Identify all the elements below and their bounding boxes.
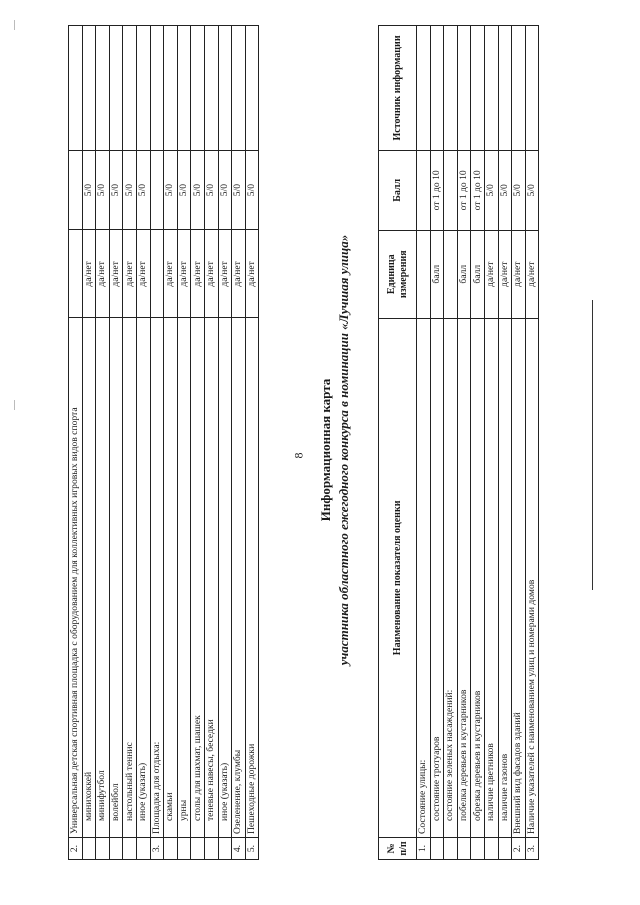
row-score: 5/0 <box>177 150 191 230</box>
row-number <box>109 838 123 860</box>
row-unit: да/нет <box>484 230 498 318</box>
row-name: столы для шахмат, шашек <box>191 318 205 838</box>
row-source <box>471 26 485 151</box>
row-score: 5/0 <box>123 150 137 230</box>
row-unit: балл <box>457 230 471 318</box>
table-row <box>444 26 458 860</box>
table-row <box>150 26 164 860</box>
header-num: № п/п <box>379 838 417 860</box>
top-table-body <box>69 26 259 860</box>
table-row <box>191 26 205 860</box>
bottom-table <box>378 25 539 860</box>
table-row <box>123 26 137 860</box>
row-name: Озеленение, клумбы <box>232 318 246 838</box>
doc-title: Информационная карта <box>318 378 333 522</box>
row-number <box>218 838 232 860</box>
row-unit: да/нет <box>204 230 218 318</box>
row-unit: да/нет <box>525 230 539 318</box>
row-source <box>232 26 246 151</box>
row-unit: да/нет <box>232 230 246 318</box>
row-source <box>82 26 96 151</box>
row-name: Наличие указателей с наименованием улиц и номерами домов <box>525 318 539 837</box>
row-source <box>512 26 526 151</box>
row-unit <box>150 230 164 318</box>
row-source <box>164 26 178 151</box>
row-score <box>417 150 431 230</box>
row-source <box>525 26 539 151</box>
rotated-page-content <box>0 20 620 880</box>
row-score: 5/0 <box>218 150 232 230</box>
row-number <box>204 838 218 860</box>
row-name: Пешеходные дорожки <box>245 318 259 838</box>
row-name: теневые навесы, беседки <box>204 318 218 838</box>
row-score: 5/0 <box>136 150 150 230</box>
row-score: 5/0 <box>484 150 498 230</box>
table-row <box>109 26 123 860</box>
row-source <box>123 26 137 151</box>
table-row <box>430 26 444 860</box>
table-row <box>204 26 218 860</box>
table-row <box>96 26 110 860</box>
row-unit <box>69 230 83 318</box>
table-row <box>177 26 191 860</box>
row-score: от 1 до 10 <box>471 150 485 230</box>
table-row <box>512 26 526 860</box>
row-unit <box>444 230 458 318</box>
row-number <box>498 838 512 860</box>
row-number <box>82 838 96 860</box>
row-number: 2. <box>512 838 526 860</box>
row-source <box>484 26 498 151</box>
row-number <box>471 838 485 860</box>
row-unit: да/нет <box>164 230 178 318</box>
table-row <box>525 26 539 860</box>
row-name: наличие цветников <box>484 318 498 837</box>
row-unit: да/нет <box>177 230 191 318</box>
row-source <box>498 26 512 151</box>
table-row <box>136 26 150 860</box>
table-row <box>218 26 232 860</box>
row-name: урны <box>177 318 191 838</box>
row-unit <box>417 230 431 318</box>
scan-mark <box>14 400 15 410</box>
row-source <box>457 26 471 151</box>
row-source <box>430 26 444 151</box>
scan-mark <box>14 20 15 30</box>
row-source <box>245 26 259 151</box>
table-row <box>484 26 498 860</box>
row-number <box>484 838 498 860</box>
row-number <box>191 838 205 860</box>
row-unit: да/нет <box>136 230 150 318</box>
row-score: 5/0 <box>96 150 110 230</box>
row-name: иное (указать) <box>218 318 232 838</box>
header-row <box>379 26 417 860</box>
row-unit: да/нет <box>109 230 123 318</box>
row-number <box>444 838 458 860</box>
row-source <box>109 26 123 151</box>
row-source <box>444 26 458 151</box>
table-row <box>82 26 96 860</box>
row-name: наличие газонов <box>498 318 512 837</box>
row-name: Универсальная детская спортивная площадка с оборудованием для коллективных игровых видов спорта <box>69 318 83 838</box>
header-score: Балл <box>379 150 417 230</box>
row-name: состояние зеленых насаждений: <box>444 318 458 837</box>
row-name: Внешний вид фасадов зданий <box>512 318 526 837</box>
table-row <box>457 26 471 860</box>
header-source: Источник информации <box>379 26 417 151</box>
row-source <box>150 26 164 151</box>
row-name: иное (указать) <box>136 318 150 838</box>
row-unit: да/нет <box>218 230 232 318</box>
row-name: обрезка деревьев и кустарников <box>471 318 485 837</box>
row-score <box>444 150 458 230</box>
row-number <box>430 838 444 860</box>
row-number <box>164 838 178 860</box>
row-unit: да/нет <box>512 230 526 318</box>
row-source <box>204 26 218 151</box>
row-score: 5/0 <box>525 150 539 230</box>
row-name: минифутбол <box>96 318 110 838</box>
separator-rule <box>592 300 593 590</box>
table-row <box>471 26 485 860</box>
header-name: Наименование показателя оценки <box>379 318 417 837</box>
row-number: 3. <box>150 838 164 860</box>
row-name: настольный теннис <box>123 318 137 838</box>
row-score <box>150 150 164 230</box>
row-name: Площадка для отдыха: <box>150 318 164 838</box>
table-row <box>417 26 431 860</box>
row-unit: да/нет <box>245 230 259 318</box>
row-score: 5/0 <box>232 150 246 230</box>
table-row <box>498 26 512 860</box>
table-row <box>69 26 83 860</box>
row-name: скамьи <box>164 318 178 838</box>
table-row <box>232 26 246 860</box>
row-unit: да/нет <box>82 230 96 318</box>
row-unit: да/нет <box>96 230 110 318</box>
row-number: 1. <box>417 838 431 860</box>
row-score: 5/0 <box>191 150 205 230</box>
table-row <box>245 26 259 860</box>
row-unit: да/нет <box>191 230 205 318</box>
header-unit: Единица измерения <box>379 230 417 318</box>
row-source <box>218 26 232 151</box>
row-source <box>136 26 150 151</box>
row-source <box>191 26 205 151</box>
doc-subtitle: участника областного ежегодного конкурса в номинации «Лучшая улица» <box>336 234 351 666</box>
row-number <box>177 838 191 860</box>
row-number: 3. <box>525 838 539 860</box>
table-row <box>164 26 178 860</box>
row-score: 5/0 <box>498 150 512 230</box>
row-source <box>69 26 83 151</box>
page-number: 8 <box>291 452 306 459</box>
row-score: 5/0 <box>245 150 259 230</box>
row-score: от 1 до 10 <box>457 150 471 230</box>
row-source <box>177 26 191 151</box>
row-score: 5/0 <box>512 150 526 230</box>
row-score: 5/0 <box>82 150 96 230</box>
row-source <box>417 26 431 151</box>
row-name: волейбол <box>109 318 123 838</box>
bottom-table-body <box>417 26 539 860</box>
row-name: побелка деревьев и кустарников <box>457 318 471 837</box>
row-number <box>457 838 471 860</box>
row-number <box>123 838 137 860</box>
row-number: 4. <box>232 838 246 860</box>
row-name: Состояние улицы: <box>417 318 431 837</box>
row-score: 5/0 <box>204 150 218 230</box>
row-score: 5/0 <box>109 150 123 230</box>
row-score: 5/0 <box>164 150 178 230</box>
row-score: от 1 до 10 <box>430 150 444 230</box>
row-number: 5. <box>245 838 259 860</box>
row-number <box>136 838 150 860</box>
row-name: минихоккей <box>82 318 96 838</box>
row-unit: да/нет <box>123 230 137 318</box>
top-table <box>68 25 259 860</box>
row-unit: балл <box>471 230 485 318</box>
row-name: состояние тротуаров <box>430 318 444 837</box>
row-unit: балл <box>430 230 444 318</box>
row-number <box>96 838 110 860</box>
row-source <box>96 26 110 151</box>
row-unit: да/нет <box>498 230 512 318</box>
row-score <box>69 150 83 230</box>
row-number: 2. <box>69 838 83 860</box>
